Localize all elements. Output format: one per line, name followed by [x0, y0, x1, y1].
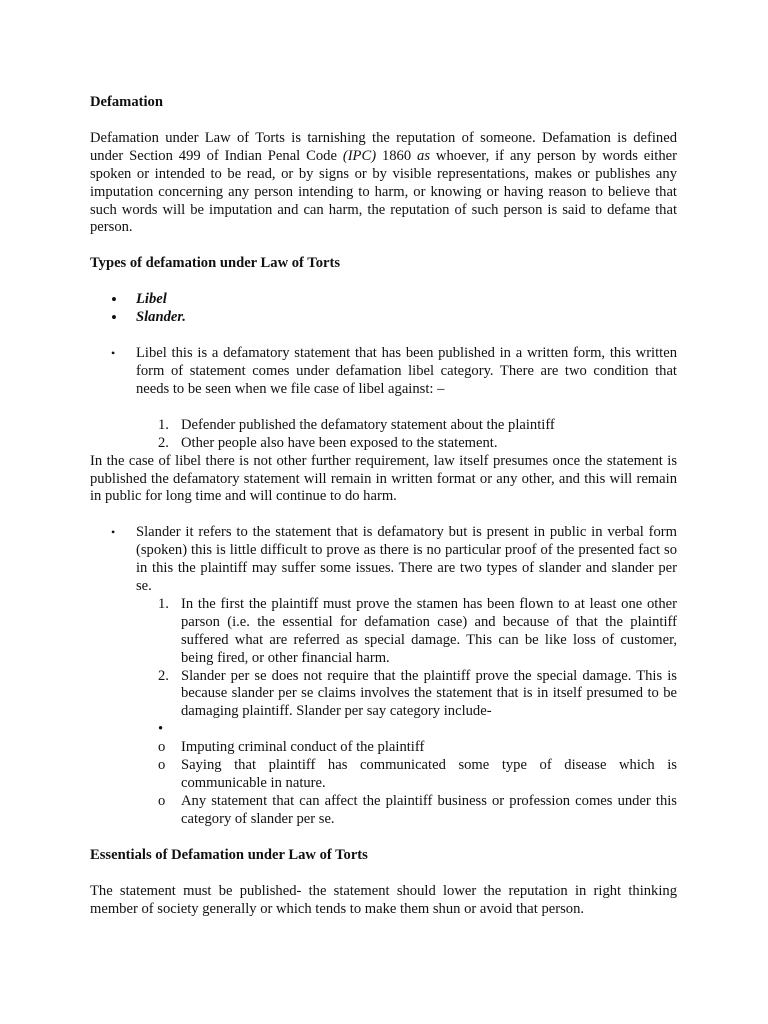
libel-item: • Libel this is a defamatory statement that has been published in a written form, this written form of statement comes under defamation libel category. There are two condition that needs to be seen when we file case of libel against: – [111, 345, 677, 397]
bullet-marker: • [111, 290, 117, 310]
essentials-heading: Essentials of Defamation under Law of Torts [90, 846, 368, 863]
number-marker: 1. [158, 595, 169, 612]
slander-item: • Slander it refers to the statement that is defamatory but is present in public in verbal form (spoken) this is little difficult to prove as there is no particular proof of the presented fact so in this the plaintiff may suffer some issues. There are two types of slander and slander per se. [111, 524, 677, 595]
list-item: 2. Slander per se does not require that the plaintiff prove the special damage. This is because slander per se claims involves the statement that is in itself presumed to be damaging plaintiff. Slander per say category include- [158, 667, 677, 720]
types-list [90, 291, 677, 327]
number-marker: 1. [158, 416, 169, 433]
number-marker: 2. [158, 667, 169, 684]
list-item: 2. Other people also have been exposed to the statement. [158, 434, 498, 451]
list-item: 1. In the first the plaintiff must prove the stamen has been flown to at least one other parson (i.e. the essential for defamation case) and because of that the plaintiff suffered what are referred as special damage. This can be like loss of customer, being fired, or other financial harm. [158, 595, 677, 666]
document-body [90, 94, 677, 918]
slander-types-list [90, 596, 677, 721]
intro-paragraph: Defamation under Law of Torts is tarnishing the reputation of someone. Defamation is defined under Section 499 of Indian Penal Code (IPC) 1860 as whoever, if any person by words either spoken or intended to be read, or by signs or by visible representations, makes or publishes any imputation concerning any person intending to harm, or knowing or having reason to believe that such words will be imputation and can harm, the reputation of such person is said to defame that person. [90, 129, 677, 236]
list-item: o Any statement that can affect the plaintiff business or profession comes under this category of slander per se. [158, 792, 677, 827]
sub-marker: o [158, 757, 166, 774]
essentials-paragraph: The statement must be published- the statement should lower the reputation in right thinking member of society generally or which tends to make them shun or avoid that person. [90, 882, 677, 917]
bullet-marker: • [111, 525, 116, 540]
list-item: o Imputing criminal conduct of the plaintiff [158, 739, 425, 756]
bullet-marker: • [158, 721, 164, 738]
number-marker: 2. [158, 434, 169, 451]
list-item: • Libel [111, 290, 167, 310]
slander-include-list [90, 721, 677, 828]
bullet-marker: • [111, 308, 117, 328]
document-title: Defamation [90, 94, 163, 110]
list-item: o Saying that plaintiff has communicated some type of disease which is communicable in nature. [158, 757, 677, 791]
bullet-marker: • [111, 346, 116, 361]
empty-bullet-item [90, 721, 677, 739]
list-item: 1. Defender published the defamatory statement about the plaintiff [158, 416, 555, 433]
types-heading: Types of defamation under Law of Torts [90, 255, 341, 272]
libel-after-paragraph: In the case of libel there is not other further requirement, law itself presumes once the statement is published the defamatory statement will remain in written format or any other, and this will remain in public for long time and will continue to do harm. [90, 452, 677, 505]
list-item: • Slander. [111, 308, 186, 328]
libel-section [90, 345, 677, 399]
sub-marker: o [158, 792, 166, 809]
slander-section [90, 524, 677, 596]
sub-marker: o [158, 739, 166, 756]
libel-conditions-list [90, 417, 677, 453]
